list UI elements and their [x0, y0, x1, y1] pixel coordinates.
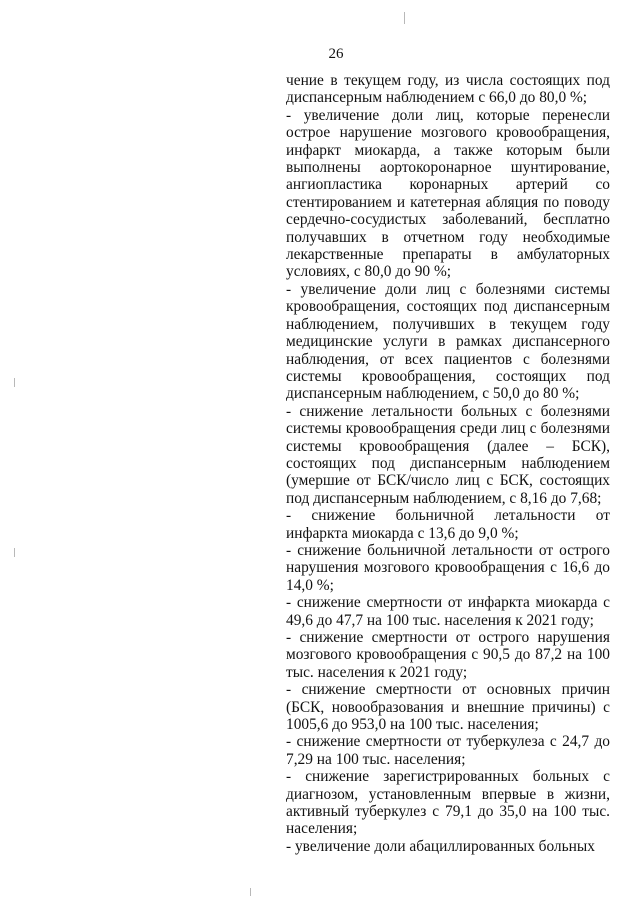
paragraph-7: - снижение смертности от инфаркта миокарда с 49,6 до 47,7 на 100 тыс. населения к 2021 году;: [286, 594, 610, 629]
paragraph-4: - снижение летальности больных с болезнями системы кровообращения среди лиц с болезнями системы кровообращения (далее – БСК), состоящих под диспансерным наблюдением (умершие от БСК/число лиц с БСК, состоящих под диспансерным наблюдением, с 8,16 до 7,68;: [286, 402, 610, 507]
scan-mark-left-lower: [14, 548, 15, 557]
paragraph-6: - снижение больничной летальности от острого нарушения мозгового кровообращения с 16,6 до 14,0 %;: [286, 541, 610, 594]
paragraph-3: - увеличение доли лиц с болезнями системы кровообращения, состоящих под диспансерным наблюдением, получивших в текущем году медицинские услуги в рамках диспансерного наблюдения, от всех пациентов с болезнями системы кровообращения, состоящих под диспансерным наблюдением, с 50,0 до 80 %;: [286, 280, 610, 403]
paragraph-2: - увеличение доли лиц, которые перенесли острое нарушение мозгового кровообращения, инфаркт миокарда, а также которым были выполнены аортокоронарное шунтирование, ангиопластика коронарных артерий со стентированием и катетерная абляция по поводу сердечно-сосудистых заболеваний, бесплатно получавших в отчетном году необходимые лекарственные препараты в амбулаторных условиях, с 80,0 до 90 %;: [286, 106, 610, 281]
paragraph-11: - снижение зарегистрированных больных с диагнозом, установленным впервые в жизни, активный туберкулез с 79,1 до 35,0 на 100 тыс. населения;: [286, 768, 610, 838]
page-number: 26: [328, 46, 344, 62]
paragraph-10: - снижение смертности от туберкулеза с 24,7 до 7,29 на 100 тыс. населения;: [286, 733, 610, 768]
scan-mark-top: [404, 12, 405, 24]
scan-mark-bottom: [250, 888, 251, 896]
document-body: [286, 72, 610, 855]
scan-mark-left-upper: [14, 378, 15, 387]
paragraph-9: - снижение смертности от основных причин (БСК, новообразования и внешние причины) с 1005,6 до 953,0 на 100 тыс. населения;: [286, 681, 610, 734]
paragraph-5: - снижение больничной летальности от инфаркта миокарда с 13,6 до 9,0 %;: [286, 507, 610, 542]
paragraph-1: чение в текущем году, из числа состоящих под диспансерным наблюдением с 66,0 до 80,0 %;: [286, 72, 610, 107]
paragraph-8: - снижение смертности от острого нарушения мозгового кровообращения с 90,5 до 87,2 на 100 тыс. населения к 2021 году;: [286, 629, 610, 681]
paragraph-12: - увеличение доли абациллированных больных: [286, 837, 595, 855]
